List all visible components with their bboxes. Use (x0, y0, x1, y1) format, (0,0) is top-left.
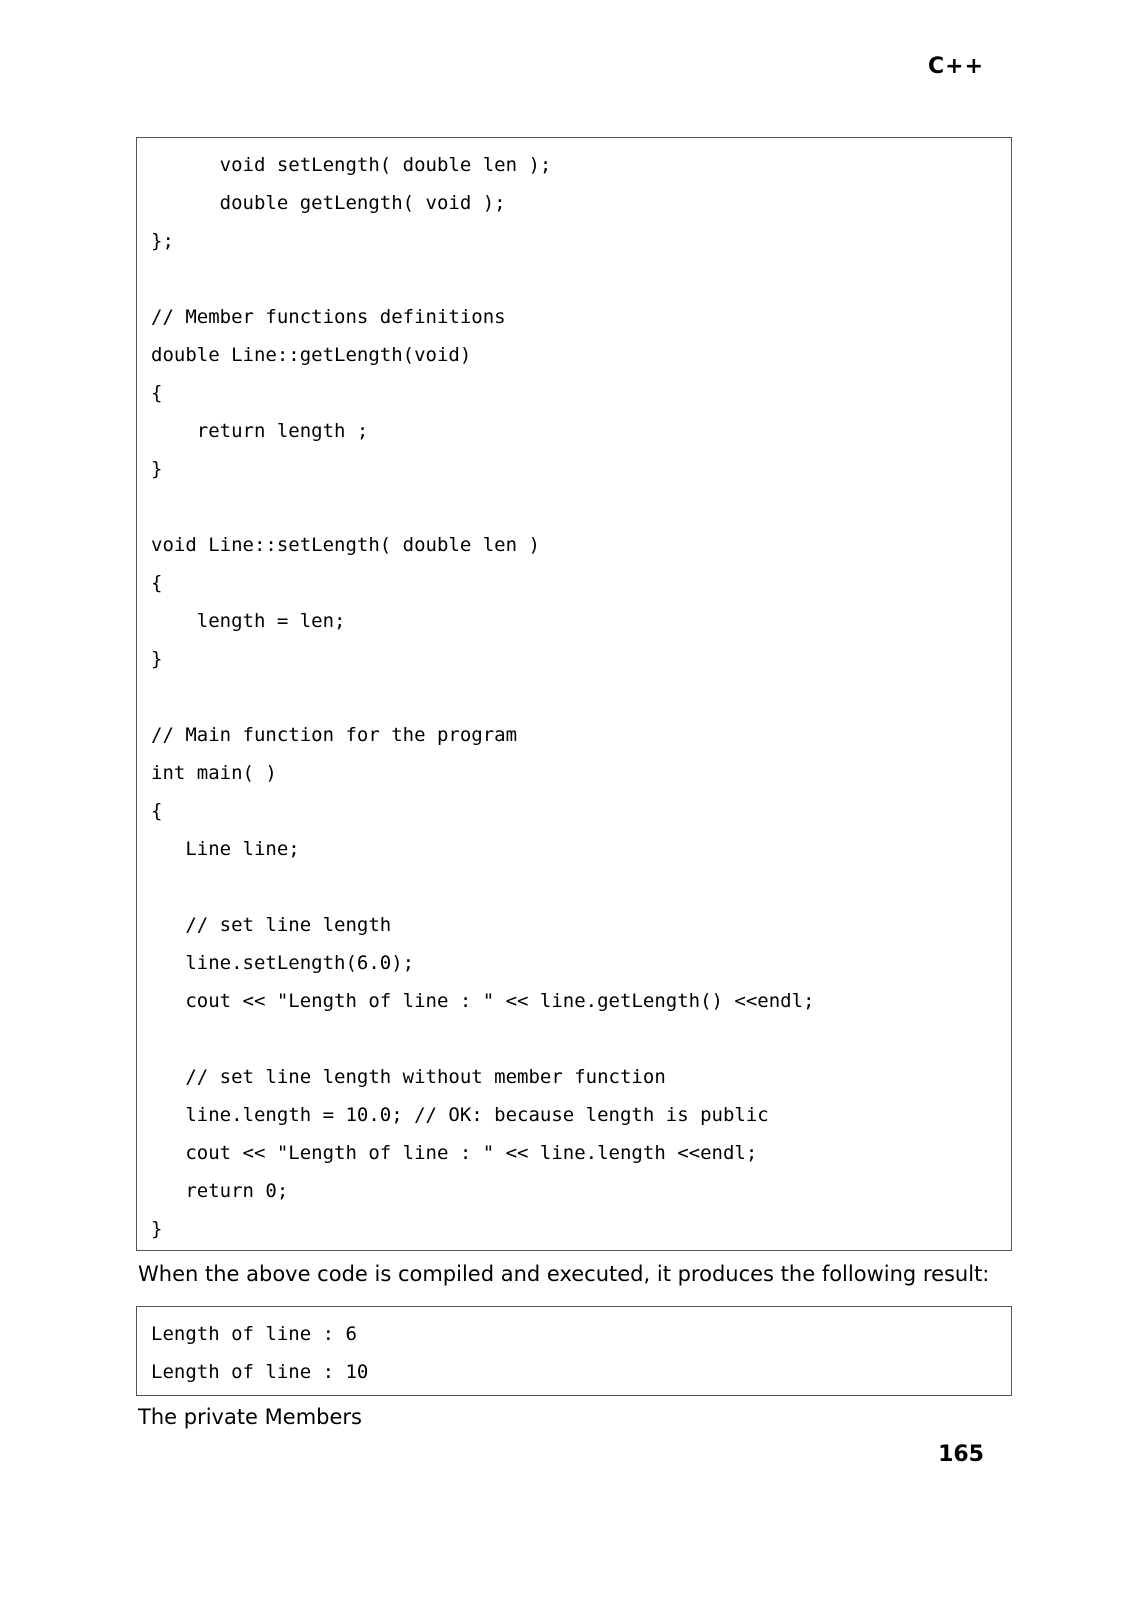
code-line: double Line::getLength(void) (151, 344, 472, 366)
main-code-block (136, 137, 1012, 1251)
code-line: // Main function for the program (151, 724, 518, 746)
code-line (151, 260, 1001, 298)
code-line: line.length = 10.0; // OK: because length is public (151, 1104, 769, 1126)
code-line: cout << "Length of line : " << line.getLength() <<endl; (151, 990, 815, 1012)
code-line: } (151, 648, 163, 670)
code-line: { (151, 572, 163, 594)
output-line: Length of line : 10 (151, 1361, 369, 1383)
output-line: Length of line : 6 (151, 1323, 357, 1345)
code-line: return 0; (151, 1180, 289, 1202)
code-line: } (151, 1218, 163, 1240)
code-line: { (151, 800, 163, 822)
code-line: { (151, 382, 163, 404)
code-line (151, 678, 1001, 716)
output-code-block (136, 1306, 1012, 1396)
code-line: // set line length without member function (151, 1066, 666, 1088)
code-line (151, 488, 1001, 526)
code-line: cout << "Length of line : " << line.length <<endl; (151, 1142, 758, 1164)
code-line: return length ; (151, 420, 369, 442)
code-line: double getLength( void ); (151, 192, 506, 214)
code-line (151, 1020, 1001, 1058)
code-line (151, 868, 1001, 906)
code-line: int main( ) (151, 762, 277, 784)
code-line: // Member functions definitions (151, 306, 506, 328)
page-number: 165 (938, 1442, 984, 1467)
code-line: Line line; (151, 838, 300, 860)
header-title: C++ (927, 54, 984, 79)
section-heading: The private Members (138, 1405, 362, 1429)
code-line: void setLength( double len ); (151, 154, 552, 176)
code-line: // set line length (151, 914, 392, 936)
code-line: } (151, 458, 163, 480)
code-line: void Line::setLength( double len ) (151, 534, 540, 556)
result-intro-text: When the above code is compiled and executed, it produces the following result: (138, 1262, 990, 1286)
code-line: }; (151, 230, 174, 252)
code-line: line.setLength(6.0); (151, 952, 415, 974)
code-line: length = len; (151, 610, 346, 632)
